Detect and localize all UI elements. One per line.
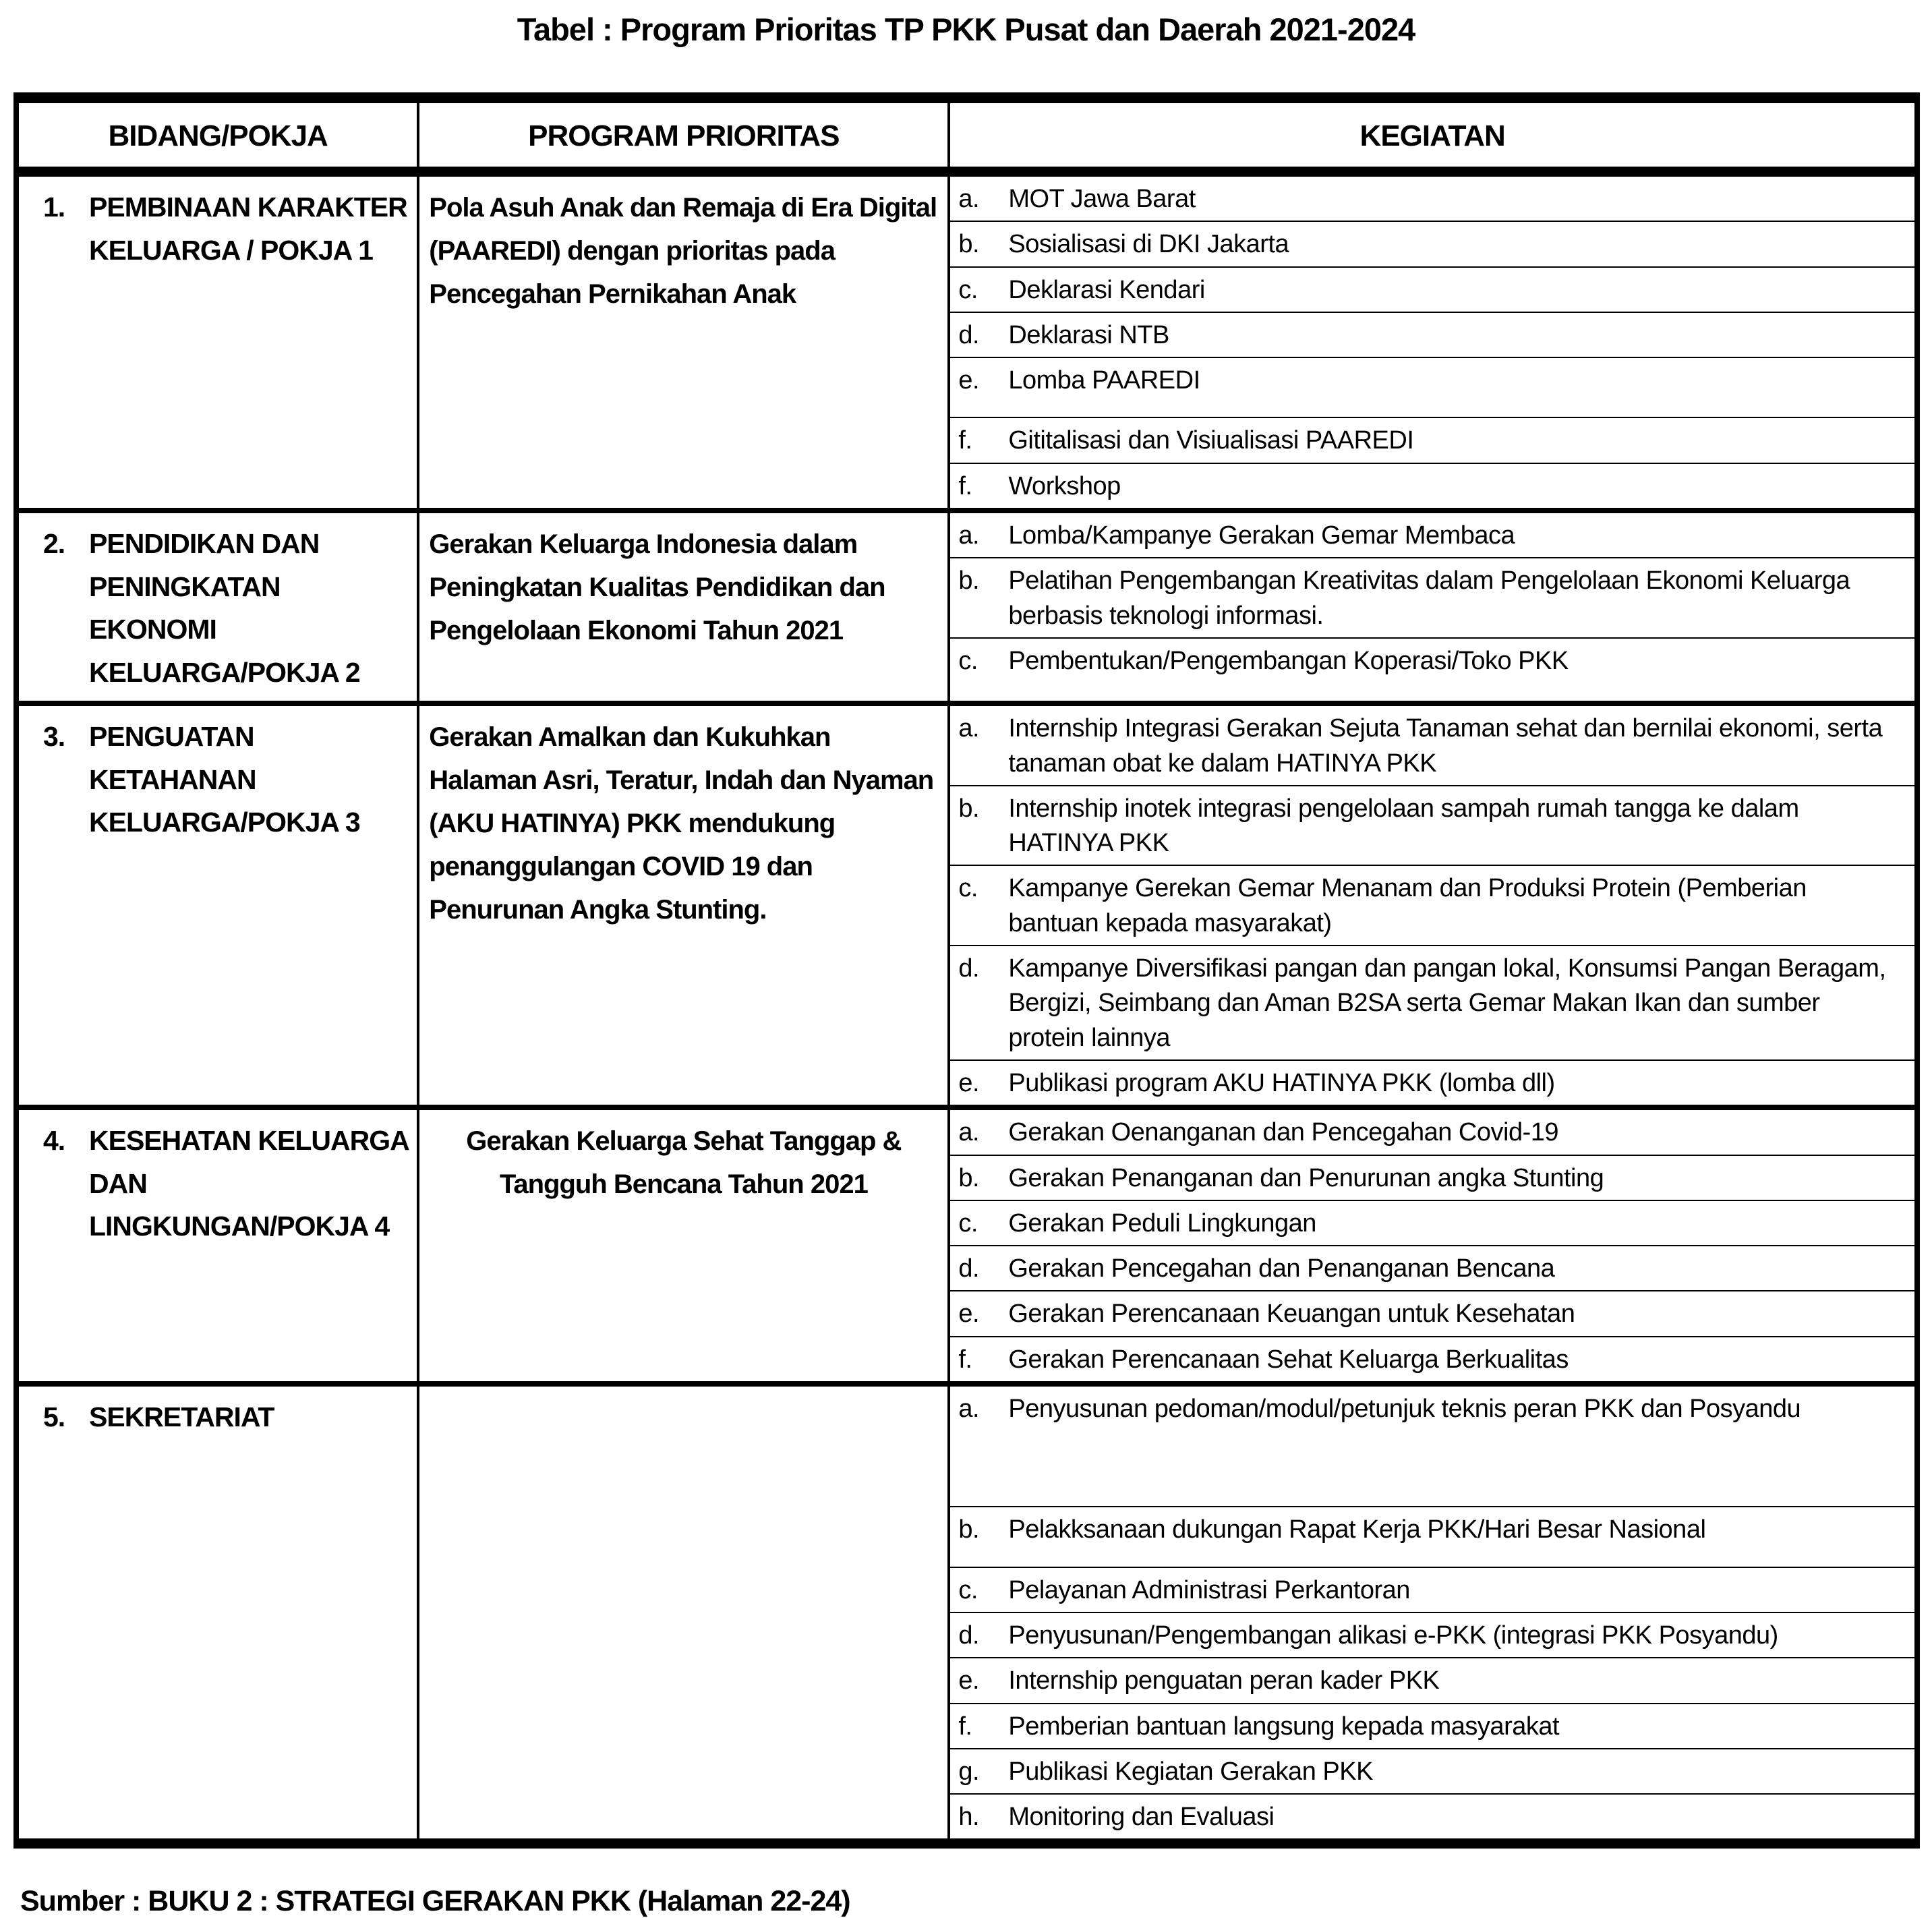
- kegiatan-item: [950, 1110, 1914, 1155]
- kegiatan-item-text: Penyusunan/Pengembangan alikasi e-PKK (integrasi PKK Posyandu): [1008, 1621, 1778, 1650]
- kegiatan-item-text: Sosialisasi di DKI Jakarta: [1008, 230, 1289, 259]
- table-body: [19, 177, 1914, 1838]
- kegiatan-item: [950, 1749, 1914, 1795]
- kegiatan-item-text: Gerakan Oenanganan dan Pencegahan Covid-19: [1008, 1118, 1559, 1147]
- kegiatan-item-label: c.: [958, 1209, 978, 1238]
- kegiatan-item-label: a.: [958, 714, 980, 743]
- program-cell: Pola Asuh Anak dan Remaja di Era Digital (PAAREDI) dengan prioritas pada Pencegahan Pernikahan Anak: [417, 177, 947, 508]
- kegiatan-item-label: b.: [958, 1515, 980, 1544]
- row-number: 2.: [43, 528, 65, 560]
- kegiatan-item-label: e.: [958, 366, 980, 395]
- table-row: [19, 1105, 1914, 1381]
- program-cell: [417, 1387, 947, 1838]
- table-row: [19, 701, 1914, 1105]
- kegiatan-item-label: e.: [958, 1068, 980, 1097]
- kegiatan-item: [950, 1387, 1914, 1507]
- kegiatan-item: [950, 1156, 1914, 1201]
- kegiatan-item-text: Gerakan Perencanaan Sehat Keluarga Berkualitas: [1008, 1345, 1569, 1374]
- kegiatan-item: [950, 1337, 1914, 1381]
- kegiatan-item-label: d.: [958, 1621, 980, 1650]
- kegiatan-item: [950, 1291, 1914, 1337]
- kegiatan-item-label: g.: [958, 1757, 980, 1786]
- kegiatan-item: [950, 946, 1914, 1061]
- kegiatan-cell: [947, 706, 1914, 1105]
- bidang-cell: [19, 1110, 417, 1381]
- kegiatan-item-label: f.: [958, 471, 972, 500]
- kegiatan-item-label: b.: [958, 794, 980, 823]
- kegiatan-item: [950, 1568, 1914, 1613]
- kegiatan-item: [950, 1061, 1914, 1105]
- program-table: [13, 92, 1920, 1849]
- program-cell: Gerakan Keluarga Indonesia dalam Peningkatan Kualitas Pendidikan dan Pengelolaan Ekonomi Tahun 2021: [417, 513, 947, 701]
- kegiatan-item-text: Gerakan Peduli Lingkungan: [1008, 1209, 1316, 1238]
- kegiatan-item-label: b.: [958, 230, 980, 259]
- bidang-label: SEKRETARIAT: [89, 1401, 274, 1433]
- column-header-bidang: BIDANG/POKJA: [108, 119, 328, 152]
- kegiatan-item: [950, 177, 1914, 222]
- table-row: [19, 508, 1914, 701]
- kegiatan-cell: [947, 513, 1914, 701]
- kegiatan-cell: [947, 1387, 1914, 1838]
- kegiatan-item-text: Pelatihan Pengembangan Kreativitas dalam Pengelolaan Ekonomi Keluarga berbasis teknologi informasi.: [1008, 566, 1850, 630]
- kegiatan-item-text: Gititalisasi dan Visiualisasi PAAREDI: [1008, 426, 1414, 455]
- kegiatan-item: [950, 1507, 1914, 1567]
- kegiatan-item: [950, 418, 1914, 463]
- kegiatan-item-text: Deklarasi Kendari: [1008, 275, 1205, 304]
- kegiatan-item-label: a.: [958, 521, 980, 550]
- kegiatan-item-label: e.: [958, 1300, 980, 1329]
- bidang-cell: [19, 177, 417, 508]
- kegiatan-item-text: Gerakan Pencegahan dan Penanganan Bencana: [1008, 1254, 1555, 1283]
- kegiatan-item: [950, 513, 1914, 558]
- kegiatan-item-text: Pembentukan/Pengembangan Koperasi/Toko PKK: [1008, 646, 1569, 675]
- bidang-label: PENGUATAN KETAHANAN KELUARGA/POKJA 3: [89, 721, 360, 838]
- kegiatan-item: [950, 1201, 1914, 1246]
- kegiatan-item-text: Pelayanan Administrasi Perkantoran: [1008, 1575, 1410, 1604]
- kegiatan-item-label: a.: [958, 1395, 980, 1424]
- kegiatan-item: [950, 1658, 1914, 1704]
- kegiatan-item-label: f.: [958, 426, 972, 455]
- kegiatan-item: [950, 1704, 1914, 1749]
- column-header-kegiatan: KEGIATAN: [947, 103, 1914, 167]
- kegiatan-item-label: c.: [958, 1575, 978, 1604]
- kegiatan-item: [950, 866, 1914, 946]
- kegiatan-item: [950, 1246, 1914, 1291]
- column-header-program: PROGRAM PRIORITAS: [417, 103, 947, 167]
- kegiatan-item-label: f.: [958, 1345, 972, 1374]
- kegiatan-item-label: c.: [958, 646, 978, 675]
- bidang-cell: [19, 513, 417, 701]
- kegiatan-item-text: Pelakksanaan dukungan Rapat Kerja PKK/Hari Besar Nasional: [1008, 1515, 1706, 1544]
- table-row: [19, 177, 1914, 508]
- kegiatan-item-label: d.: [958, 1254, 980, 1283]
- kegiatan-item-text: Deklarasi NTB: [1008, 320, 1169, 349]
- kegiatan-item-text: Publikasi Kegiatan Gerakan PKK: [1008, 1757, 1373, 1786]
- kegiatan-item-text: Penyusunan pedoman/modul/petunjuk teknis peran PKK dan Posyandu: [1008, 1395, 1801, 1424]
- page-title: Tabel : Program Prioritas TP PKK Pusat dan Daerah 2021-2024: [517, 11, 1415, 47]
- kegiatan-item-text: MOT Jawa Barat: [1008, 185, 1196, 213]
- kegiatan-item-text: Monitoring dan Evaluasi: [1008, 1803, 1275, 1832]
- source-note: Sumber : BUKU 2 : STRATEGI GERAKAN PKK (Halaman 22-24): [20, 1885, 850, 1918]
- kegiatan-item-text: Internship inotek integrasi pengelolaan sampah rumah tangga ke dalam HATINYA PKK: [1008, 794, 1799, 858]
- kegiatan-item-label: d.: [958, 320, 980, 349]
- kegiatan-item-text: Kampanye Gerekan Gemar Menanam dan Produksi Protein (Pemberian bantuan kepada masyarakat): [1008, 874, 1807, 937]
- kegiatan-item-label: a.: [958, 1118, 980, 1147]
- kegiatan-item-label: f.: [958, 1712, 972, 1741]
- row-number: 1.: [43, 192, 65, 223]
- kegiatan-item-text: Publikasi program AKU HATINYA PKK (lomba dll): [1008, 1068, 1555, 1097]
- kegiatan-item-text: Workshop: [1008, 471, 1121, 500]
- kegiatan-item-label: e.: [958, 1666, 980, 1695]
- kegiatan-item-text: Pemberian bantuan langsung kepada masyarakat: [1008, 1712, 1560, 1741]
- kegiatan-item-text: Lomba/Kampanye Gerakan Gemar Membaca: [1008, 521, 1515, 550]
- kegiatan-item-label: c.: [958, 275, 978, 304]
- kegiatan-cell: [947, 177, 1914, 508]
- kegiatan-item-label: d.: [958, 954, 980, 983]
- kegiatan-item-label: h.: [958, 1803, 980, 1832]
- table-header-row: [19, 103, 1914, 177]
- kegiatan-item-label: c.: [958, 874, 978, 903]
- kegiatan-item: [950, 464, 1914, 508]
- kegiatan-item-text: Kampanye Diversifikasi pangan dan pangan lokal, Konsumsi Pangan Beragam, Bergizi, Seimbang dan Aman B2SA serta Gemar Makan Ikan dan sumber protein lainnya: [1008, 954, 1886, 1052]
- document-page: [0, 11, 1932, 1918]
- program-cell: Gerakan Keluarga Sehat Tanggap & Tangguh Bencana Tahun 2021: [417, 1110, 947, 1381]
- kegiatan-item: [950, 1613, 1914, 1658]
- kegiatan-item: [950, 222, 1914, 267]
- kegiatan-item: [950, 313, 1914, 358]
- kegiatan-item: [950, 268, 1914, 313]
- row-number: 3.: [43, 721, 65, 753]
- kegiatan-item: [950, 358, 1914, 418]
- kegiatan-item: [950, 558, 1914, 639]
- kegiatan-item-text: Gerakan Penanganan dan Penurunan angka Stunting: [1008, 1163, 1604, 1192]
- kegiatan-cell: [947, 1110, 1914, 1381]
- kegiatan-item-text: Lomba PAAREDI: [1008, 366, 1200, 395]
- bidang-label: PENDIDIKAN DAN PENINGKATAN EKONOMI KELUARGA/POKJA 2: [89, 528, 360, 688]
- bidang-cell: [19, 706, 417, 1105]
- kegiatan-item: [950, 786, 1914, 867]
- kegiatan-item-label: a.: [958, 185, 980, 213]
- table-row: [19, 1381, 1914, 1838]
- bidang-cell: [19, 1387, 417, 1838]
- program-cell: Gerakan Amalkan dan Kukuhkan Halaman Asri, Teratur, Indah dan Nyaman (AKU HATINYA) PKK mendukung penanggulangan COVID 19 dan Penurunan Angka Stunting.: [417, 706, 947, 1105]
- kegiatan-item-text: Internship Integrasi Gerakan Sejuta Tanaman sehat dan bernilai ekonomi, serta tanaman obat ke dalam HATINYA PKK: [1008, 714, 1883, 778]
- kegiatan-item: [950, 706, 1914, 786]
- bidang-label: PEMBINAAN KARAKTER KELUARGA / POKJA 1: [89, 192, 407, 266]
- kegiatan-item: [950, 1795, 1914, 1838]
- kegiatan-item-text: Gerakan Perencanaan Keuangan untuk Kesehatan: [1008, 1300, 1575, 1329]
- row-number: 5.: [43, 1401, 65, 1433]
- kegiatan-item: [950, 639, 1914, 682]
- row-number: 4.: [43, 1125, 65, 1157]
- kegiatan-item-label: b.: [958, 566, 980, 595]
- bidang-label: KESEHATAN KELUARGA DAN LINGKUNGAN/POKJA 4: [89, 1125, 409, 1242]
- kegiatan-item-label: b.: [958, 1163, 980, 1192]
- kegiatan-item-text: Internship penguatan peran kader PKK: [1008, 1666, 1440, 1695]
